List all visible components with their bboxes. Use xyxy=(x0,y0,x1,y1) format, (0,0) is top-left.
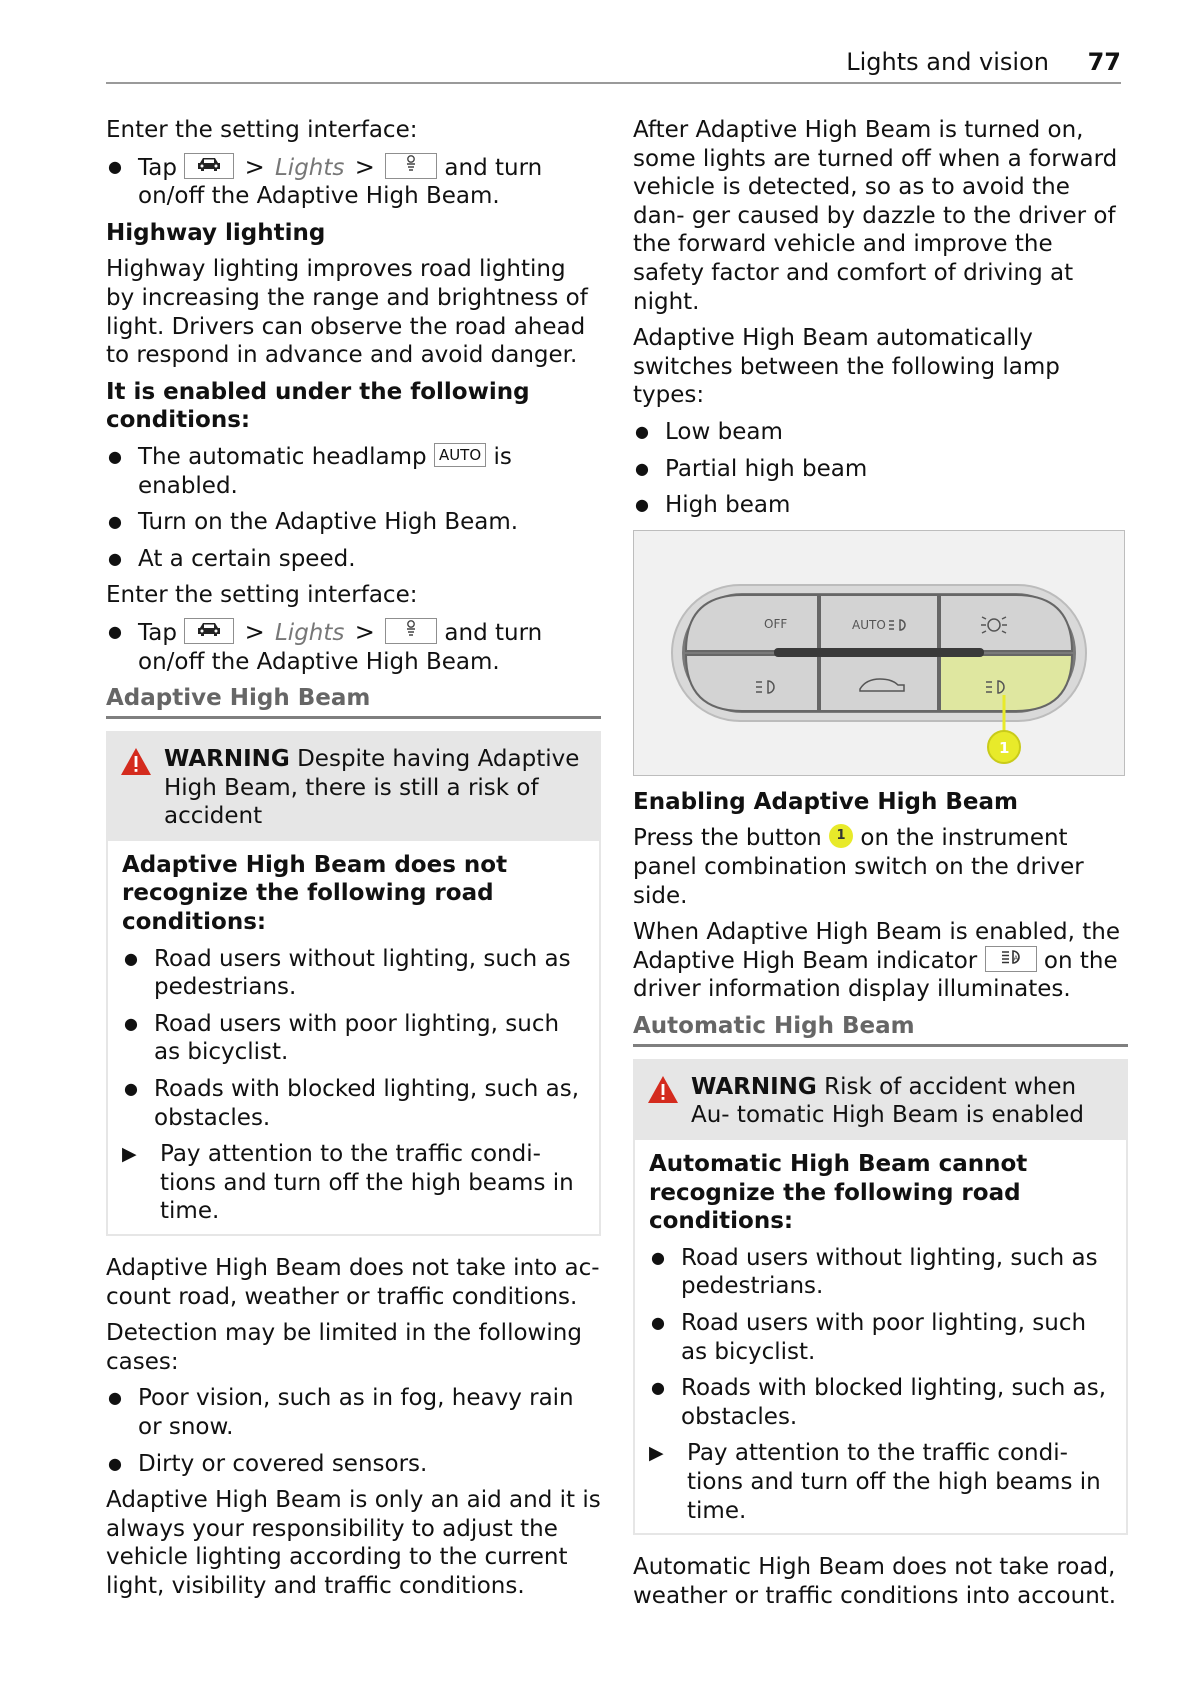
list-item: ● Road users without lighting, such as pedestrians. xyxy=(649,1244,1112,1301)
left-column xyxy=(106,116,601,1601)
body-text: Adaptive High Beam is only an aid and it is always your responsibility to adjust the vehicle lighting according to the current light, visibility and traffic conditions. xyxy=(106,1487,601,1599)
list-item: ● Roads with blocked lighting, such as, obstacles. xyxy=(649,1374,1112,1431)
warning-action: ▶ Pay attention to the traffic condi- tions and turn off the high beams in time. xyxy=(649,1440,1101,1524)
list-item: ● Road users with poor lighting, such as bicyclist. xyxy=(649,1309,1112,1366)
triangle-right-icon: ▶ xyxy=(649,1442,664,1465)
chapter-title: Lights and vision xyxy=(846,48,1049,76)
highway-lighting-text: Highway lighting improves road lighting by increasing the range and brightness of light. Drivers can observe the road ahead to respond in advance and avoid danger. xyxy=(106,256,588,369)
warning-header: WARNING Despite having Adaptive High Beam, there is still a risk of accident xyxy=(108,733,599,841)
adaptive-high-beam-indicator-icon xyxy=(985,946,1037,972)
intro-text: After Adaptive High Beam is turned on, some lights are turned off when a forward vehicle is detected, so as to avoid the dan- ger caused by dazzle to the driver of the forward vehicle and improve the safety factor and comfort of driving at night. xyxy=(633,117,1118,315)
warning-triangle-icon xyxy=(120,747,152,780)
list-item: ● Roads with blocked lighting, such as, obstacles. xyxy=(122,1075,585,1132)
warning-body xyxy=(635,1140,1126,1533)
car-icon xyxy=(184,153,234,179)
chevron-right-icon: > xyxy=(244,617,265,646)
adaptive-beam-icon xyxy=(385,153,437,179)
body-text: Detection may be limited in the following cases: xyxy=(106,1320,582,1375)
light-switch-illustration xyxy=(634,531,1124,775)
tap-instruction-list xyxy=(106,153,601,211)
list-item: ● High beam xyxy=(633,491,1128,520)
list-item: ● Dirty or covered sensors. xyxy=(106,1450,601,1479)
chevron-right-icon: > xyxy=(244,152,265,181)
warning-header: WARNING Risk of accident when Au- tomatic High Beam is enabled xyxy=(635,1061,1126,1140)
car-icon xyxy=(184,618,234,644)
warning-subheading: Adaptive High Beam does not recognize the following road conditions: xyxy=(122,851,508,936)
section-heading: Automatic High Beam xyxy=(633,1012,1128,1047)
warning-body xyxy=(108,841,599,1234)
conditions-list xyxy=(106,443,601,573)
callout-badge: 1 xyxy=(829,824,853,848)
tap-instruction-list xyxy=(106,618,601,676)
body-text: Adaptive High Beam does not take into ac- count road, weather or traffic conditions. xyxy=(106,1255,600,1310)
enabled-conditions-heading: It is enabled under the following conditions: xyxy=(106,378,530,434)
warning-list xyxy=(122,945,585,1133)
warning-box xyxy=(633,1059,1128,1535)
list-item: ● Poor vision, such as in fog, heavy rain or snow. xyxy=(106,1384,601,1441)
enabling-heading: Enabling Adaptive High Beam xyxy=(633,788,1019,815)
list-item: ● The automatic headlamp AUTO is enabled. xyxy=(106,443,601,500)
list-item: ● Partial high beam xyxy=(633,455,1128,484)
page-number: 77 xyxy=(1087,48,1121,76)
highway-lighting-heading: Highway lighting xyxy=(106,219,326,246)
adaptive-beam-icon xyxy=(385,618,437,644)
warning-box xyxy=(106,731,601,1236)
switches-text: Adaptive High Beam automatically switches between the following lamp types: xyxy=(633,325,1060,409)
warning-list xyxy=(649,1244,1112,1432)
right-column xyxy=(633,116,1128,1610)
warning-subheading: Automatic High Beam cannot recognize the following road conditions: xyxy=(649,1151,1028,1235)
indicator-text: When Adaptive High Beam is enabled, the Adaptive High Beam indicator A on the driver information display illuminates. xyxy=(633,919,1120,1003)
page-header xyxy=(106,44,1121,84)
limitations-list xyxy=(106,1384,601,1478)
warning-triangle-icon xyxy=(647,1075,679,1108)
light-switch-figure xyxy=(633,530,1125,776)
lamp-types-list xyxy=(633,418,1128,520)
callout-number: 1 xyxy=(999,738,1010,757)
list-item: ● At a certain speed. xyxy=(106,545,601,574)
section-heading: Adaptive High Beam xyxy=(106,684,601,719)
warning-action: ▶ Pay attention to the traffic condi- tions and turn off the high beams in time. xyxy=(122,1141,574,1225)
press-button-text: Press the button 1 on the instrument panel combination switch on the driver side. xyxy=(633,825,1084,909)
auto-headlamp-icon: AUTO xyxy=(434,443,486,467)
chevron-right-icon: > xyxy=(354,617,375,646)
enter-setting-text: Enter the setting interface: xyxy=(106,582,418,609)
off-button-label: OFF xyxy=(764,616,788,631)
enter-setting-text: Enter the setting interface: xyxy=(106,117,418,143)
list-item: ● Road users without lighting, such as pedestrians. xyxy=(122,945,585,1002)
list-item: ● Low beam xyxy=(633,418,1128,447)
svg-text:A: A xyxy=(1013,954,1018,963)
list-item: ● Road users with poor lighting, such as bicyclist. xyxy=(122,1010,585,1067)
triangle-right-icon: ▶ xyxy=(122,1143,137,1166)
auto-button-label: AUTO xyxy=(852,617,886,632)
list-item: ● Turn on the Adaptive High Beam. xyxy=(106,508,601,537)
body-text: Automatic High Beam does not take road, weather or traffic conditions into account. xyxy=(633,1554,1117,1609)
tap-instruction: ● Tap > Lights > and turn on/off the Adaptive High Beam. xyxy=(106,618,601,676)
tap-instruction: ● Tap > Lights > and turn on/off the Adaptive High Beam. xyxy=(106,153,601,211)
chevron-right-icon: > xyxy=(354,152,375,181)
